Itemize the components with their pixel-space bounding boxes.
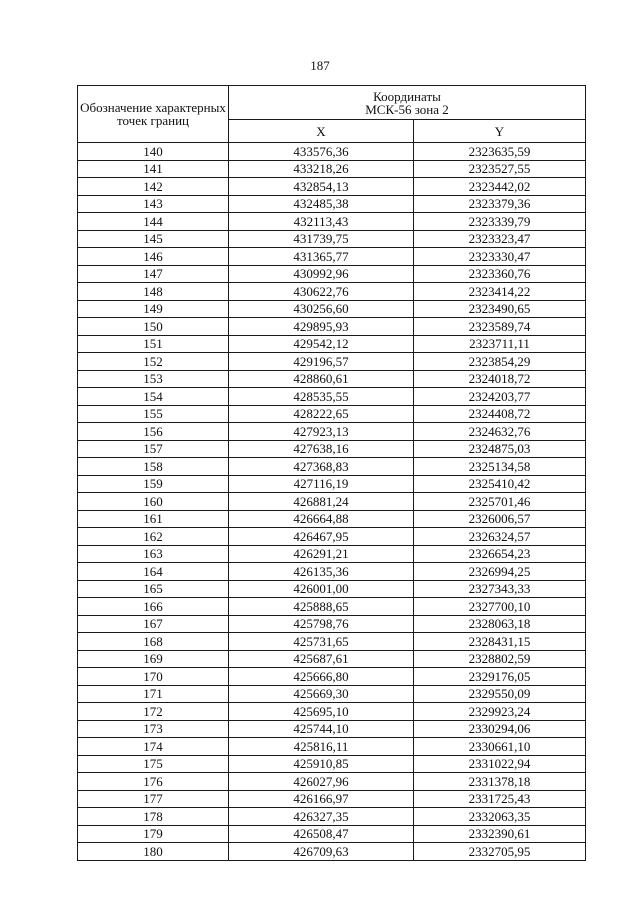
point-cell: 151 (78, 335, 229, 353)
y-cell: 2323414,22 (414, 283, 586, 301)
point-cell: 162 (78, 528, 229, 546)
x-cell: 430256,60 (229, 300, 414, 318)
x-cell: 426467,95 (229, 528, 414, 546)
y-cell: 2323360,76 (414, 265, 586, 283)
point-cell: 164 (78, 563, 229, 581)
point-cell: 173 (78, 720, 229, 738)
table-row (78, 213, 586, 231)
point-cell: 143 (78, 195, 229, 213)
table-row (78, 440, 586, 458)
point-cell: 163 (78, 545, 229, 563)
x-cell: 425798,76 (229, 615, 414, 633)
y-cell: 2332705,95 (414, 843, 586, 861)
point-cell: 149 (78, 300, 229, 318)
x-cell: 429542,12 (229, 335, 414, 353)
x-column-header: X (229, 120, 414, 143)
point-cell: 167 (78, 615, 229, 633)
table-row (78, 265, 586, 283)
x-cell: 426881,24 (229, 493, 414, 511)
point-cell: 171 (78, 685, 229, 703)
point-cell: 177 (78, 790, 229, 808)
table-row (78, 843, 586, 861)
point-cell: 148 (78, 283, 229, 301)
table-header (78, 86, 586, 143)
x-cell: 426166,97 (229, 790, 414, 808)
x-cell: 432854,13 (229, 178, 414, 196)
point-cell: 179 (78, 825, 229, 843)
x-cell: 425910,85 (229, 755, 414, 773)
table-row (78, 790, 586, 808)
coords-header (229, 86, 586, 120)
x-cell: 426027,96 (229, 773, 414, 791)
table-row (78, 528, 586, 546)
table-row (78, 143, 586, 161)
point-cell: 147 (78, 265, 229, 283)
x-cell: 425731,65 (229, 633, 414, 651)
y-cell: 2331022,94 (414, 755, 586, 773)
table-row (78, 598, 586, 616)
table-row (78, 685, 586, 703)
y-cell: 2323490,65 (414, 300, 586, 318)
x-cell: 425687,61 (229, 650, 414, 668)
y-cell: 2328802,59 (414, 650, 586, 668)
table-row (78, 808, 586, 826)
y-cell: 2329923,24 (414, 703, 586, 721)
y-cell: 2332063,35 (414, 808, 586, 826)
x-cell: 425888,65 (229, 598, 414, 616)
x-cell: 429895,93 (229, 318, 414, 336)
y-cell: 2327343,33 (414, 580, 586, 598)
coords-system: МСК-56 зона 2 (365, 101, 449, 117)
x-cell: 426001,00 (229, 580, 414, 598)
y-cell: 2323635,59 (414, 143, 586, 161)
x-cell: 425695,10 (229, 703, 414, 721)
point-cell: 159 (78, 475, 229, 493)
y-column-header: Y (414, 120, 586, 143)
x-cell: 425669,30 (229, 685, 414, 703)
y-cell: 2329550,09 (414, 685, 586, 703)
table-row (78, 195, 586, 213)
y-cell: 2326994,25 (414, 563, 586, 581)
table-row (78, 510, 586, 528)
x-cell: 427116,19 (229, 475, 414, 493)
table-row (78, 755, 586, 773)
point-cell: 157 (78, 440, 229, 458)
table-body (78, 143, 586, 861)
point-cell: 140 (78, 143, 229, 161)
y-cell: 2329176,05 (414, 668, 586, 686)
x-cell: 429196,57 (229, 353, 414, 371)
y-cell: 2323854,29 (414, 353, 586, 371)
y-cell: 2324408,72 (414, 405, 586, 423)
table-row (78, 230, 586, 248)
y-cell: 2323442,02 (414, 178, 586, 196)
point-cell: 146 (78, 248, 229, 266)
y-cell: 2323589,74 (414, 318, 586, 336)
y-cell: 2324203,77 (414, 388, 586, 406)
x-cell: 426135,36 (229, 563, 414, 581)
point-cell: 176 (78, 773, 229, 791)
coordinates-table (77, 85, 586, 861)
y-cell: 2325134,58 (414, 458, 586, 476)
point-cell: 168 (78, 633, 229, 651)
y-cell: 2331378,18 (414, 773, 586, 791)
table-row (78, 370, 586, 388)
y-cell: 2323711,11 (414, 335, 586, 353)
y-cell: 2327700,10 (414, 598, 586, 616)
table-row (78, 825, 586, 843)
point-cell: 166 (78, 598, 229, 616)
y-cell: 2324018,72 (414, 370, 586, 388)
point-cell: 174 (78, 738, 229, 756)
point-cell: 152 (78, 353, 229, 371)
x-cell: 426508,47 (229, 825, 414, 843)
x-cell: 426709,63 (229, 843, 414, 861)
table-row (78, 475, 586, 493)
table-row (78, 720, 586, 738)
x-cell: 425816,11 (229, 738, 414, 756)
x-cell: 426327,35 (229, 808, 414, 826)
y-cell: 2325701,46 (414, 493, 586, 511)
point-cell: 150 (78, 318, 229, 336)
point-cell: 170 (78, 668, 229, 686)
table-row (78, 773, 586, 791)
table-row (78, 335, 586, 353)
y-cell: 2324875,03 (414, 440, 586, 458)
y-cell: 2323323,47 (414, 230, 586, 248)
table-row (78, 458, 586, 476)
point-cell: 156 (78, 423, 229, 441)
table-row (78, 738, 586, 756)
y-cell: 2330294,06 (414, 720, 586, 738)
point-cell: 141 (78, 160, 229, 178)
table-row (78, 668, 586, 686)
coords-title: Координаты (373, 88, 441, 104)
y-cell: 2323379,36 (414, 195, 586, 213)
x-cell: 433218,26 (229, 160, 414, 178)
x-cell: 432485,38 (229, 195, 414, 213)
point-cell: 175 (78, 755, 229, 773)
point-cell: 165 (78, 580, 229, 598)
x-cell: 431739,75 (229, 230, 414, 248)
table-row (78, 703, 586, 721)
point-cell: 153 (78, 370, 229, 388)
x-cell: 428535,55 (229, 388, 414, 406)
table-row (78, 300, 586, 318)
y-cell: 2331725,43 (414, 790, 586, 808)
point-cell: 155 (78, 405, 229, 423)
y-cell: 2325410,42 (414, 475, 586, 493)
point-cell: 169 (78, 650, 229, 668)
x-cell: 425666,80 (229, 668, 414, 686)
table-row (78, 493, 586, 511)
y-cell: 2328431,15 (414, 633, 586, 651)
table-row (78, 545, 586, 563)
x-cell: 427368,83 (229, 458, 414, 476)
x-cell: 431365,77 (229, 248, 414, 266)
point-cell: 160 (78, 493, 229, 511)
table-row (78, 615, 586, 633)
x-cell: 433576,36 (229, 143, 414, 161)
table-row (78, 178, 586, 196)
table-row (78, 633, 586, 651)
table-row (78, 353, 586, 371)
y-cell: 2328063,18 (414, 615, 586, 633)
x-cell: 428860,61 (229, 370, 414, 388)
y-cell: 2323339,79 (414, 213, 586, 231)
point-cell: 145 (78, 230, 229, 248)
page-number: 187 (310, 58, 330, 73)
point-cell: 180 (78, 843, 229, 861)
y-cell: 2326324,57 (414, 528, 586, 546)
point-cell: 144 (78, 213, 229, 231)
table-row (78, 283, 586, 301)
x-cell: 432113,43 (229, 213, 414, 231)
table-row (78, 563, 586, 581)
x-cell: 425744,10 (229, 720, 414, 738)
x-cell: 427923,13 (229, 423, 414, 441)
table-row (78, 388, 586, 406)
point-cell: 172 (78, 703, 229, 721)
point-cell: 142 (78, 178, 229, 196)
table-row (78, 160, 586, 178)
point-cell: 154 (78, 388, 229, 406)
table-row (78, 405, 586, 423)
point-label-header: Обозначение характерных точек границ (78, 86, 229, 143)
y-cell: 2326654,23 (414, 545, 586, 563)
x-cell: 426664,88 (229, 510, 414, 528)
y-cell: 2323527,55 (414, 160, 586, 178)
table-row (78, 580, 586, 598)
y-cell: 2324632,76 (414, 423, 586, 441)
y-cell: 2323330,47 (414, 248, 586, 266)
table-row (78, 318, 586, 336)
table-row (78, 650, 586, 668)
point-cell: 178 (78, 808, 229, 826)
point-cell: 161 (78, 510, 229, 528)
y-cell: 2326006,57 (414, 510, 586, 528)
x-cell: 426291,21 (229, 545, 414, 563)
x-cell: 430622,76 (229, 283, 414, 301)
x-cell: 428222,65 (229, 405, 414, 423)
y-cell: 2332390,61 (414, 825, 586, 843)
point-cell: 158 (78, 458, 229, 476)
table-row (78, 423, 586, 441)
x-cell: 430992,96 (229, 265, 414, 283)
y-cell: 2330661,10 (414, 738, 586, 756)
table-row (78, 248, 586, 266)
x-cell: 427638,16 (229, 440, 414, 458)
